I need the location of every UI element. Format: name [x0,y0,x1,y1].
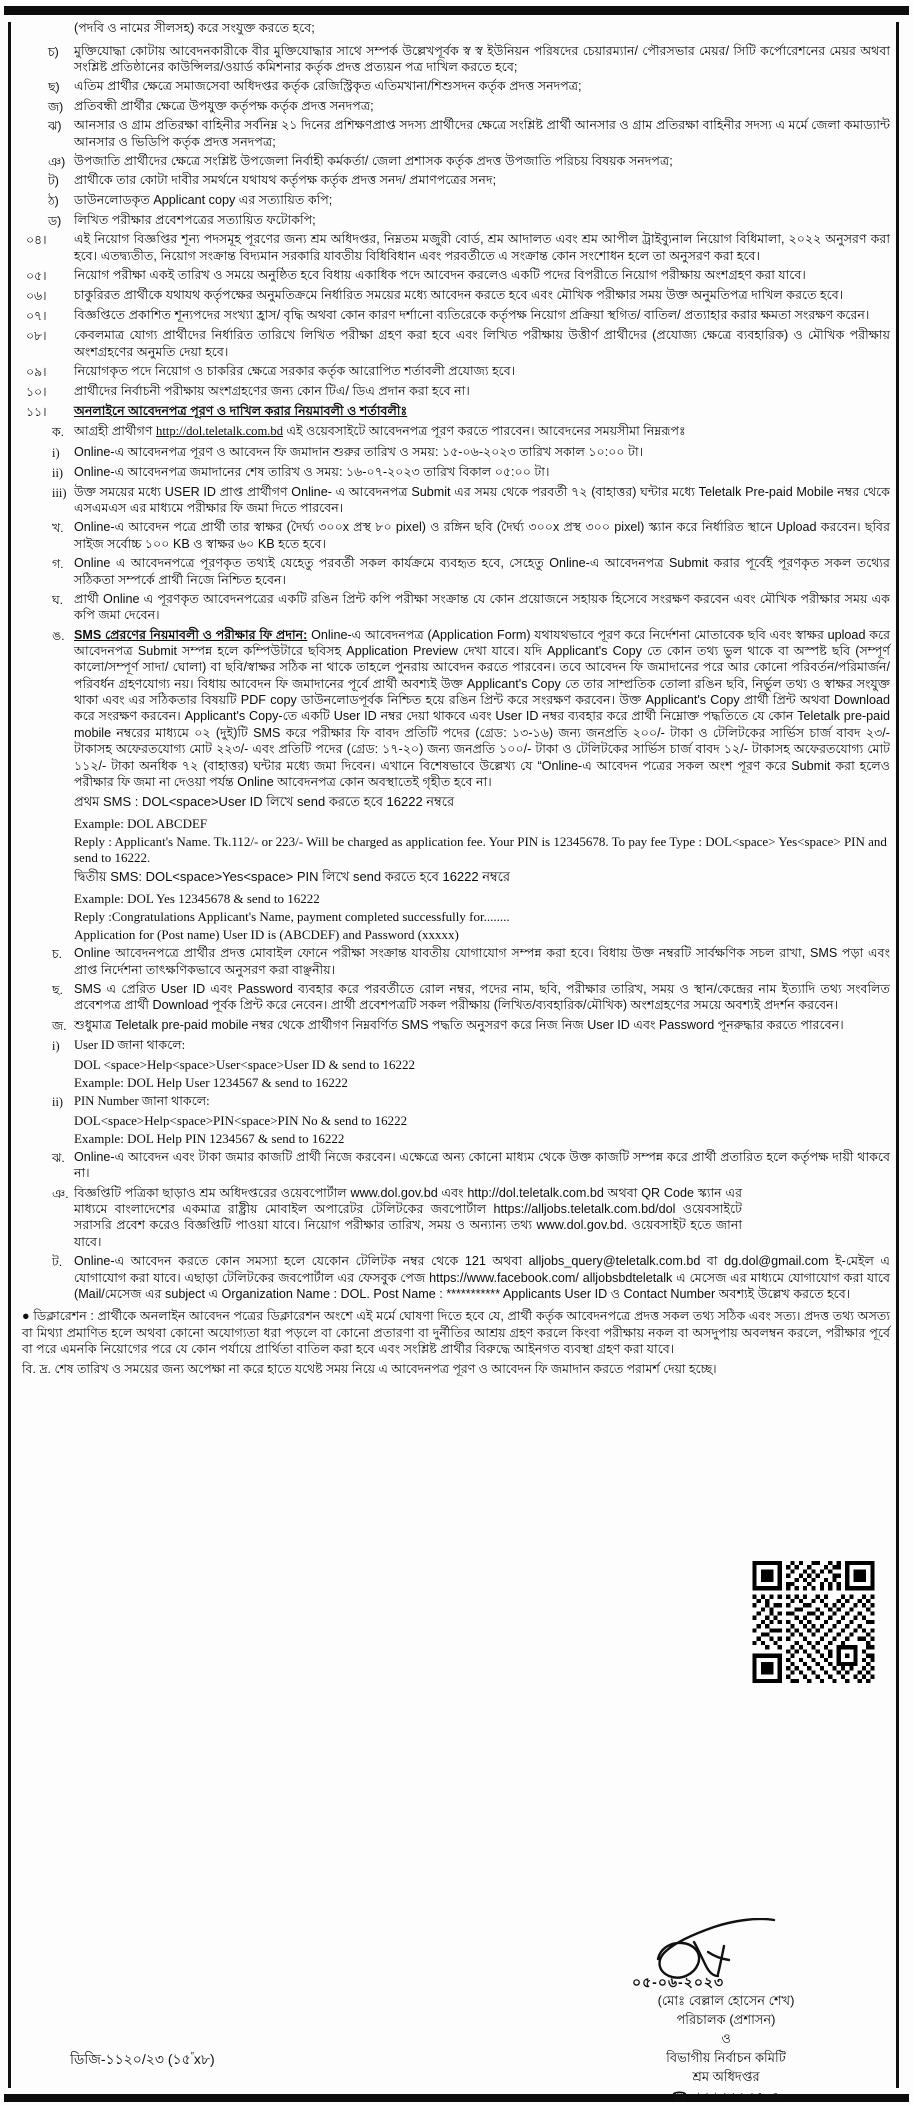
recovery-item-i [18,1037,890,1054]
clause-number: ০৫। [26,268,47,283]
item-marker: iii) [52,485,67,500]
clause-number: ০৯। [26,365,47,379]
sub-clause-item [18,172,890,189]
item-text: Online এ আবেদনপত্রে পূরণকৃত তথ্যই যেহেতু পরবর্তী সকল কার্যক্রমে ব্যবহৃত হবে, সেহেতু Online-এ আবেদনপত্র Submit করার পূর্বেই পূরণকৃত সকল তথ্যের সঠিকতা সম্পর্কে প্রার্থী নিজে নিশ্চিত হবেন। [74,556,890,587]
item-marker: ii) [52,1094,64,1109]
numbered-clause-list [18,231,890,400]
item-text: বিজ্ঞপ্তিটি পত্রিকা ছাড়াও শ্রম অধিদপ্তরের ওয়েবপোর্টাল www.dol.gov.bd এবং http://dol.teletalk.com.bd অথবা QR Code স্ক্যান এর মাধ্যমে বাংলাদেশের একমাত্র রাষ্ট্রীয় মোবাইল অপারেটর টেলিটকের জবপোর্টাল https://alljobs.teletalk.com.bd/dol ওয়েবসাইটে সরাসরি প্রবেশ করেও বিজ্ঞপ্তিটি পাওয়া যাবে। নিয়োগ পরীক্ষার তারিখ, সময় ও অন্যান্য তথ্য www.dol.gov.bd. ওয়েবসাইট হতে জানা যাবে। [74,1185,742,1249]
sub-clause-item [18,78,890,95]
sms-rules-lead: SMS প্রেরণের নিয়মাবলী ও পরীক্ষার ফি প্রদান: [74,627,308,642]
clause-number: ০৪। [26,233,47,248]
sub-clause-text: লিখিত পরীক্ষার প্রবেশপত্রের সত্যায়িত ফটোকপি; [74,212,316,227]
sms-rules-body: Online-এ আবেদনপত্র (Application Form) যথাযথভাবে পূরণ করে নির্দেশনা মোতাবেক ছবি এবং স্বাক্ষর upload করে আবেদনপত্র Submit সম্পন্ন হলে কম্পিউটারে ছবিসহ Application Preview দেখা যাবে। যদি Applicant's Copy তে কোন তথ্য ভুল থাকে বা অস্পষ্ট ছবি (সম্পূর্ণ কালো/সম্পূর্ণ সাদা/ ঘোলা) বা ছবি/স্বাক্ষর সঠিক না থাকে তাহলে পুনরায় আবেদন করতে পারবেন। তবে আবেদন ফি জমাদানের পরে আর কোনো পরিবর্তন/পরিমার্জন/পরিবর্ধন গ্রহণযোগ্য নয়। বিধায় আবেদন ফি জমাদানের পূর্বে প্রার্থী অবশ্যই উক্ত Applicant's Copy তে তার সাম্প্রতিক তোলা রঙিন ছবি, নির্ভুল তথ্য ও স্বাক্ষর সংযুক্ত থাকা এবং এর সঠিকতার বিষয়টি PDF copy ডাউনলোডপূর্বক নিশ্চিত হয়ে রঙিন প্রিন্ট করে সংরক্ষণ করবেন। উক্ত Applicant's Copy প্রার্থী প্রিন্ট অথবা Download করে সংরক্ষণ করবেন। Applicant's Copy-তে একটি User ID নম্বর দেয়া থাকবে এবং User ID নম্বর ব্যবহার করে প্রার্থী নিম্নোক্ত পদ্ধতিতে যে কোন Teletalk pre-paid mobile নম্বরের মাধ্যমে ০২ (দুই)টি SMS করে পরীক্ষার ফি বাবদ প্রতিটি পদের (গ্রেড: ১৩-১৬) জন্য জনপ্রতি ২০০/- টাকা ও টেলিটকের সার্ভিস চার্জ বাবদ ২৩/- টাকাসহ অফেরতযোগ্য মোট ২২৩/- এবং প্রতিটি পদের (গ্রেড: ১৭-২০) জন্য জনপ্রতি ১০০/- টাকা ও টেলিটকের সার্ভিস চার্জ বাবদ ১২/- টাকাসহ অফেরতযোগ্য মোট ১১২/- টাকা অনধিক ৭২ (বাহাত্তর) ঘন্টার মধ্যে জমা দিবেন। এখানে বিশেষভাবে উল্লেখ্য যে “Online-এ আবেদন পত্রের সকল অংশ পূরণ করে Submit করা হলেও পরীক্ষার ফি জমা না দেওয়া পর্যন্ত Online আবেদনপত্র কোন অবস্থাতেই গৃহীত হবে না। [74,627,890,789]
sub-clause-marker: ড) [48,213,62,228]
clause-number: ০৬। [26,289,47,304]
sms-line: Reply :Congratulations Applicant's Name, payment completed successfully for........ [74,909,510,925]
signature-block [596,1918,856,2106]
sub-clause-marker: ট) [48,174,59,189]
item-text: Online-এ আবেদন এবং টাকা জমার কাজটি প্রার্থী নিজে করবেন। এক্ষেত্রে অন্য কোনো মাধ্যম থেকে উক্ত কাজটি সম্পন্ন করে প্রার্থী প্রতারিত হলে কর্তৃপক্ষ দায়ী থাকবে না। [74,1150,890,1181]
signature-date: ০৫-০৬-২০২৩ [632,1974,725,1990]
sub-clause-text: উপজাতি প্রার্থীদের ক্ষেত্রে সংশ্লিষ্ট উপজেলা নির্বাহী কর্মকর্তা/ জেলা প্রশাসক কর্তৃক প্রদত্ত উপজাতি পরিচয় বিষয়ক সনদপত্র; [74,153,673,168]
item-text [74,627,890,791]
numbered-clause-item [18,231,890,264]
item-marker: খ. [52,521,64,536]
item-marker: ঝ. [52,1151,65,1166]
advisory-note: বি. দ্র. শেষ তারিখ ও সময়ের জন্য অপেক্ষা না করে হাতে যথেষ্ট সময় নিয়ে এ আবেদনপত্র পূরণ ও আবেদন ফি জমাদান করতে পরামর্শ দেয়া হচ্ছে। [22,1362,717,1377]
page-frame-right [896,22,899,2088]
text-after-link: এই ওয়েবসাইটে আবেদনপত্র পূরণ করতে পারবেন। আবেদনের সময়সীমা নিম্নরূপঃ [283,424,686,439]
sms-example-block [18,793,890,943]
sms-line: প্রথম SMS : DOL<space>User ID লিখে send করতে হবে 16222 নম্বরে [74,794,455,810]
sub-clause-text: মুক্তিযোদ্ধা কোটায় আবেদনকারীকে বীর মুক্তিযোদ্ধার সাথে সম্পর্ক উল্লেখপূর্বক স্ব স্ব ইউনিয়ন পরিষদের চেয়ারম্যান/ পৌরসভার মেয়র/ সিটি কর্পোরেশনের মেয়র অথবা সংশ্লিষ্ট প্রতিষ্ঠানের কাউন্সিলর/ওয়ার্ড কমিশনার কর্তৃক প্রদত্ত প্রত্যয়ন পত্র দাখিল করতে হবে; [74,44,890,75]
page-frame-left [8,22,11,2088]
sub-clause-item [18,192,890,209]
sub-clause-item [18,153,890,170]
sms-line: Application for (Post name) User ID is (ABCDEF) and Password (xxxxx) [74,927,459,943]
numbered-clause-item [18,307,890,324]
clause-text: কেবলমাত্র যোগ্য প্রার্থীদের নির্ধারিত তারিখে লিখিত পরীক্ষা গ্রহণ করা হবে এবং লিখিত পরীক্ষায় উত্তীর্ণ প্রার্থীদের (প্রযোজ্য ক্ষেত্রে ব্যবহারিক) ও মৌখিক পরীক্ষায় অংশগ্রহণের অনুমতি দেয়া হবে। [74,328,890,359]
clause-number: ১১। [26,405,47,420]
dg-code-suffix: x৮) [193,2051,215,2067]
continuation-line: (পদবি ও নামের সীলসহ) করে সংযুক্ত করতে হবে; [74,21,315,35]
office-name: শ্রম অধিদপ্তর [692,2068,760,2084]
numbered-clause-item [18,327,890,360]
recovery-item-ii [18,1093,890,1110]
sub-clause-marker: ঞ) [48,154,66,169]
sub-clause-marker: জ) [48,99,64,114]
clause-number: ০৭। [26,309,47,324]
text-before-link: আগ্রহী প্রার্থীগণ [74,424,157,439]
phone-number: ০২২২৬৬৬৩৫০৭ [687,2088,781,2104]
clause-11-item-kha [18,519,890,552]
clause-text: নিয়োগকৃত পদে নিয়োগ ও চাকরির ক্ষেত্রে সরকার কর্তৃক আরোপিত শর্তাবলী প্রযোজ্য হবে। [74,364,516,378]
declaration-bullet: ● [22,1309,30,1324]
recovery-sms-line: Example: DOL Help User 1234567 & send to 16222 [74,1074,348,1090]
committee-name: বিভাগীয় নির্বাচন কমিটি [666,2049,786,2065]
recovery-sms-line: Example: DOL Help PIN 1234567 & send to 16222 [74,1131,345,1147]
sub-clause-marker: চ) [48,45,59,59]
item-marker: চ. [52,947,63,962]
clause-11-item-i [18,444,890,461]
declaration-paragraph [22,1308,890,1358]
item-marker: ঘ. [52,592,64,607]
item-marker: জ. [52,1018,67,1033]
clause-11-item-ii [18,464,890,481]
item-text: Online আবেদনপত্রে প্রার্থীর প্রদত্ত মোবাইল ফোনে পরীক্ষা সংক্রান্ত যাবতীয় যোগাযোগ সম্পন্ন করা হবে। বিধায় উক্ত নম্বরটি সার্বক্ষণিক সচল রাখা, SMS পড়া এবং প্রাপ্ত নির্দেশনা তাৎক্ষণিকভাবে অনুসরণ করা বাঞ্ছনীয়। [74,946,890,977]
sms-line: দ্বিতীয় SMS: DOL<space>Yes<space> PIN লিখে send করতে হবে 16222 নম্বরে [74,869,511,885]
officer-name: (মোঃ বেল্লাল হোসেন শেখ) [657,1993,795,2009]
clause-number: ১০। [26,385,47,400]
sub-clause-list [18,43,890,229]
clause-text: বিজ্ঞপ্তিতে প্রকাশিত শূন্যপদের সংখ্যা হ্রাস/ বৃদ্ধি অথবা কোন কারণ দর্শানো ব্যতিরেকে কর্তৃপক্ষ নিয়োগ প্রক্রিয়া স্থগিত/ বাতিল/ প্রত্যাহার করার ক্ষমতা সংরক্ষণ করেন। [74,308,870,323]
sub-clause-text: প্রার্থীকে তার কোটা দাবীর সমর্থনে যথাযথ কর্তৃপক্ষ কর্তৃক প্রদত্ত সনদ/ প্রমাণপত্রের সনদ; [74,173,497,188]
clause-text: এই নিয়োগ বিজ্ঞপ্তির শূন্য পদসমূহ পূরণের জন্য শ্রম অধিদপ্তর, নিম্নতম মজুরী বোর্ড, শ্রম আদালত এবং শ্রম আপীল ট্রাইব্যুনাল নিয়োগ বিধিমালা, ২০২২ অনুসরণ করা হবে। এতদ্ব্যতীত, নিয়োগ সংক্রান্ত বিদ্যমান সরকারি যাবতীয় বিধিবিধান এবং পরবর্তীতে এ সংক্রান্ত কোন সংশোধন হলে তা অনুসরণ করা হবে। [74,232,890,263]
page-top-rule [4,6,909,15]
clause-11-item-cha [18,945,890,978]
item-text: Online-এ আবেদন পত্রে প্রার্থী তার স্বাক্ষর (দৈর্ঘ্য ৩০০x প্রস্থ ৮০ pixel) ও রঙ্গিন ছবি (দৈর্ঘ্য ৩০০x প্রস্থ ৩০০ pixel) স্ক্যান করে নির্ধারিত স্থানে Upload করবেন। ছবির সাইজ সর্বোচ্চ ১০০ KB ও স্বাক্ষর ৬০ KB হতে হবে। [74,520,890,551]
office-phone [596,2088,856,2106]
item-text: উক্ত সময়ের মধ্যে USER ID প্রাপ্ত প্রার্থীগণ Online- এ আবেদনপত্র Submit এর সময় থেকে পরবর্তী ৭২ (বাহাত্তর) ঘন্টার মধ্যে Teletalk Pre-paid Mobile নম্বর থেকে এসএমএস এর মাধ্যমে পরীক্ষার ফি জমা দিতে পারবেন। [74,484,890,516]
item-label: PIN Number জানা থাকলে: [74,1093,210,1108]
clause-11-item-gha [18,591,890,624]
item-marker: ঞ. [52,1186,69,1201]
sub-clause-item [18,98,890,115]
item-marker: ছ. [52,982,63,997]
item-marker: ii) [52,465,64,480]
item-marker: ট. [52,1255,63,1270]
sub-clause-item [18,43,890,76]
sub-clause-marker: ছ) [48,80,60,95]
clause-11-heading: অনলাইনে আবেদনপত্র পূরণ ও দাখিল করার নিয়মাবলী ও শর্তাবলীঃ [74,404,408,419]
item-text: SMS এ প্রেরিত User ID এবং Password ব্যবহার করে পরবর্তীতে রোল নম্বর, পদের নাম, ছবি, পরীক্ষার তারিখ, সময় ও স্থান/কেন্দ্রের নাম ইত্যাদি তথ্য সংবলিত প্রবেশপত্র প্রার্থী Download পূর্বক প্রিন্ট করে নেবেন। প্রার্থী প্রবেশপত্রটি সকল পরীক্ষায় (লিখিত/ব্যবহারিক/মৌখিক) অংশগ্রহণের সময়ে অবশ্যই প্রদর্শন করবেন। [74,981,890,1013]
clause-11-item-una [18,627,890,791]
clause-number: ০৮। [26,329,47,344]
numbered-clause-item [18,267,890,284]
clause-text: চাকুরিরত প্রার্থীকে যথাযথ কর্তৃপক্ষের অনুমতিক্রমে নির্ধারিত সময়ের মধ্যে আবেদন করতে হবে এবং মৌখিক পরীক্ষার সময় উক্ত অনুমতিপত্র দাখিল করতে হবে। [74,288,844,303]
numbered-clause-item [18,287,890,304]
sub-clause-item [18,117,890,150]
clause-11-item-chha [18,981,890,1014]
sub-clause-item [18,212,890,229]
item-text: Online-এ আবেদন করতে কোন সমস্যা হলে যেকোন টেলিটক নম্বর থেকে 121 অথবা alljobs_query@teletalk.com.bd বা dg.dol@gmail.com ই-মেইল এ যোগাযোগ করা যাবে। এছাড়া টেলিটকের জবপোর্টাল এর ফেসবুক পেজ https://www.facebook.com/ alljobsbdteletalk এ মেসেজ এর মাধ্যমে যোগাযোগ করা যাবে (Mail/মেসেজ এর subject এ Organization Name : DOL. Post Name : *********** Applicants User ID ও Contact Number অবশ্যই উল্লেখ করতে হবে। [74,1254,890,1301]
item-text: শুধুমাত্র Teletalk pre-paid mobile নম্বর থেকে প্রার্থীগণ নিম্নবর্ণিত SMS পদ্ধতি অনুসরণ করে নিজ নিজ User ID এবং Password পূনরুদ্ধার করতে পারবেন। [74,1017,844,1032]
clause-text: প্রার্থীদের নির্বাচনী পরীক্ষায় অংশগ্রহণের জন্য কোন টিএ/ ডিএ প্রদান করা হবে না। [74,384,470,399]
clause-11-item-ta [18,1253,890,1302]
dg-code-inch-mark: ″ [190,2050,194,2061]
sms-line: Example: DOL Yes 12345678 & send to 16222 [74,891,320,907]
telephone-icon: ☎ [671,2088,688,2104]
clause-11-item-ja [18,1017,890,1034]
officer-designation: পরিচালক (প্রশাসন) [676,2012,776,2028]
sub-clause-text: এতিম প্রার্থীর ক্ষেত্রে সমাজসেবা অধিদপ্তর কর্তৃক রেজিস্ট্রিকৃত এতিমখানা/শিশুসদন কর্তৃক প্রদত্ত সনদপত্র; [74,79,582,94]
sub-clause-text: প্রতিবন্ধী প্রার্থীর ক্ষেত্রে উপযুক্ত কর্তৃপক্ষ কর্তৃক প্রদত্ত সনদপত্র; [74,98,374,113]
clause-11 [18,403,890,420]
clause-11-item-ka [18,423,890,440]
item-marker: i) [52,445,60,460]
sub-clause-text: আনসার ও গ্রাম প্রতিরক্ষা বাহিনীর সর্বনিম্ন ২১ দিনের প্রশিক্ষণপ্রাপ্ত সদস্য প্রার্থীদের ক্ষেত্রে সংশ্লিষ্ট প্রার্থী আনসার ও গ্রাম প্রতিরক্ষা বাহিনীর সদস্য এ মর্মে জেলা কমাড্যান্ট আনসার ও ভিডিপি কর্তৃক প্রদত্ত সনদপত্র; [74,118,890,149]
application-website-link[interactable]: http://dol.teletalk.com.bd [156,424,283,439]
declaration-text: ডিক্লারেশন : প্রার্থীকে অনলাইন আবেদন পত্রের ডিক্লারেশন অংশে এই মর্মে ঘোষণা দিতে হবে যে, প্রার্থী কর্তৃক আবেদনপত্রে প্রদত্ত সকল তথ্য সঠিক এবং সত্য। প্রদত্ত তথ্য অসত্য বা মিথ্যা প্রমাণিত হলে অথবা কোনো অযোগ্যতা ধরা পড়লে বা কোনো প্রতারণা বা দুর্নীতির আশ্রয় গ্রহণ করলে কিংবা পরীক্ষায় নকল বা অসদুপায় অবলম্বন করলে, পরীক্ষার পূর্বে বা পরে এমনকি নিয়োগের পরে যে কোন পর্যায়ে প্রার্থিতা বাতিল করা হবে এবং সংশ্লিষ্ট প্রার্থীর বিরুদ্ধে আইনগত ব্যবস্থা গ্রহণ করা যাবে। [22,1309,891,1357]
recovery-sms-line: DOL<space>Help<space>PIN<space>PIN No & send to 16222 [74,1113,408,1129]
sms-line: Reply : Applicant's Name. Tk.112/- or 223/- Will be charged as application fee. Your PIN is 12345678. To pay fee Type : DOL<space> Yes<space> PIN and send to 16222. [74,834,887,866]
item-marker: ক. [52,425,65,440]
item-marker: গ. [52,557,64,572]
sub-clause-marker: ঠ) [48,193,59,208]
item-text: প্রার্থী Online এ পূরণকৃত আবেদনপত্রের একটি রঙিন প্রিন্ট কপি পরীক্ষা সংক্রান্ত যে কোন প্রয়োজনে সহায়ক হিসেবে সংরক্ষণ করবেন এবং মৌখিক পরীক্ষার সময় এক কপি জমা দেবেন। [74,591,890,623]
sub-clause-text: ডাউনলোডকৃত Applicant copy এর সত্যায়িত কপি; [74,192,333,207]
dg-code-prefix: ডিজি-১১২০/২৩ (১৫ [70,2051,191,2067]
sub-clause-marker: ঝ) [48,119,62,134]
item-text: Online-এ আবেদনপত্র পূরণ ও আবেদন ফি জমাদান শুরুর তারিখ ও সময়: ১৫-০৬-২০২৩ তারিখ সকাল ১০:০০ টা। [74,444,644,459]
qr-code[interactable] [748,1561,879,1683]
sms-line: Example: DOL ABCDEF [74,816,208,832]
document-content [18,20,890,2086]
clause-text: নিয়োগ পরীক্ষা একই তারিখ ও সময়ে অনুষ্ঠিত হবে বিধায় একাধিক পদে আবেদন করলেও একটি পদের বিপরীতে নিয়োগ পরীক্ষায় অংশগ্রহণ করা যাবে। [74,267,806,282]
recovery-sms-line: DOL <space>Help<space>User<space>User ID & send to 16222 [74,1056,415,1072]
clause-11-item-iii [18,484,890,517]
item-marker: ঙ. [52,628,65,643]
numbered-clause-item [18,383,890,400]
numbered-clause-item [18,363,890,380]
clause-11-item-nya [18,1185,890,1250]
item-text: Online-এ আবেদনপত্র জমাদানের শেষ তারিখ ও সময়: ১৬-০৭-২০২৩ তারিখ বিকাল ০৫:০০ টা। [74,464,550,479]
dg-reference-code [70,2048,215,2072]
clause-11-item-ga [18,555,890,588]
conjunction: ও [721,2030,731,2046]
item-text [74,423,890,439]
item-marker: i) [52,1038,60,1053]
clause-11-item-jha [18,1149,890,1182]
item-label: User ID জানা থাকলে: [74,1037,186,1052]
